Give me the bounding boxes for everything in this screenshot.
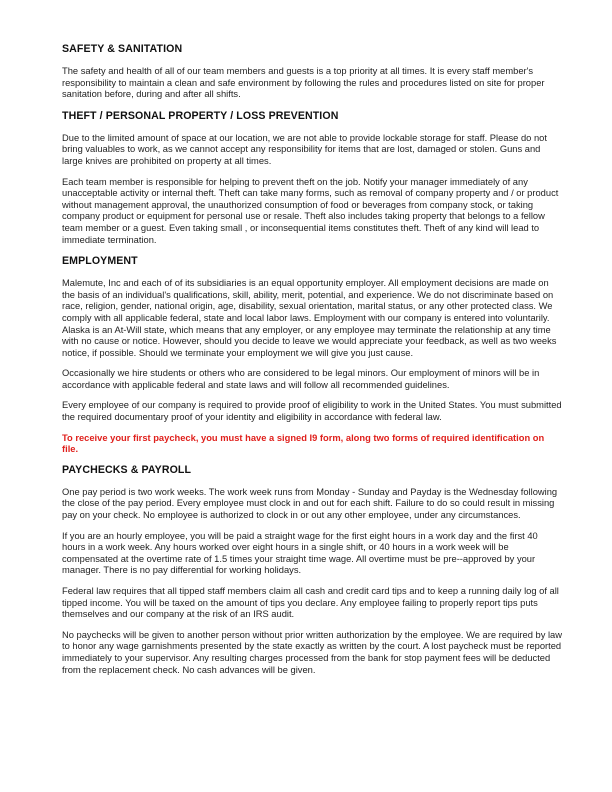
section-theft <box>62 110 562 246</box>
section-heading: PAYCHECKS & PAYROLL <box>62 463 192 476</box>
paragraph: Each team member is responsible for helping to prevent theft on the job. Notify your manager immediately of any unacceptable activity or internal theft. Theft can take many forms, such as removal of company property and / or product without management approval, the unauthorized consumption of food or beverages from company stock, or taking company product or equipment for personal use or resale. Theft also includes taking property that belongs to a fellow team member or a guest. Even taking small , or inconsequential items constitutes theft. Theft of any kind will lead to immediate termination. <box>62 176 559 245</box>
paragraph: Every employee of our company is required to provide proof of eligibility to work in the United States. You must submitted the required documentary proof of your identity and eligibility in accordance with federal law. <box>62 400 562 423</box>
paragraph: The safety and health of all of our team members and guests is a top priority at all times. It is every staff member's responsibility to maintain a clean and safe environment by following the rules and procedures listed on site for proper sanitation before, during and after all shifts. <box>62 66 545 100</box>
paragraph: Malemute, Inc and each of of its subsidiaries is an equal opportunity employer. All employment decisions are made on the basis of an individual's qualifications, skill, ability, merit, potential, and experience. We do not discriminate based on race, religion, gender, national origin, age, disability, sexual orientation, marital status, or any other protected class. We comply with all applicable federal, state and local labor laws. Employment with our company is entered into voluntarily. Alaska is an At-Will state, which means that any employer, or any employee may terminate the relationship at any time with no cause or notice. However, should you decide to leave we would appreciate your feedback, as well as two weeks notice, if possible. Should we terminate your employment we will give you just cause. <box>62 278 557 358</box>
i9-requirement-notice: To receive your first paycheck, you must have a signed I9 form, along two forms of required identification on file. <box>62 432 545 455</box>
paragraph: Due to the limited amount of space at our location, we are not able to provide lockable storage for staff. Please do not bring valuables to work, as we cannot accept any responsibility for items that are lost, damaged or stolen. Guns and large knives are prohibited on property at all times. <box>62 132 547 166</box>
paragraph: Occasionally we hire students or others who are considered to be legal minors. Our employment of minors will be in accordance with applicable federal and state laws and will follow all recommended guidelines. <box>62 368 540 390</box>
paragraph: One pay period is two work weeks. The work week runs from Monday - Sunday and Payday is the Wednesday following the close of the pay period. Every employee must clock in and out for each shift. Failure to do so could result in missing pay on your check. No employee is authorized to clock in or out any other employee, under any circumstances. <box>62 486 558 521</box>
section-heading: THEFT / PERSONAL PROPERTY / LOSS PREVENTION <box>62 109 339 122</box>
paragraph: No paychecks will be given to another person without prior written authorization by the employee. We are required by law to honor any wage garnishments presented by the state exactly as written by the court. A lost paycheck must be reported immediately to your supervisor. Any resulting charges processed from the bank for stop payment fees will be deducted from the replacement check. No cash advances will be given. <box>62 629 562 675</box>
section-paychecks <box>62 464 562 676</box>
section-employment <box>62 255 562 456</box>
paragraph: Federal law requires that all tipped staff members claim all cash and credit card tips and to keep a running daily log of all tipped income. You will be taxed on the amount of tips you declare. Any employee failing to properly report tips puts themselves and our company at the risk of an IRS audit. <box>62 586 559 620</box>
section-heading: EMPLOYMENT <box>62 255 138 268</box>
paragraph: If you are an hourly employee, you will be paid a straight wage for the first eight hours in a work day and the first 40 hours in a work week. Any hours worked over eight hours in a single shift, or 40 hours in a work week will be compensated at the overtime rate of 1.5 times your straight time wage. All overtime must be pre--approved by your manager. There is no pay differential for working holidays. <box>62 530 538 576</box>
section-safety <box>62 43 562 101</box>
section-heading: SAFETY & SANITATION <box>62 43 183 55</box>
